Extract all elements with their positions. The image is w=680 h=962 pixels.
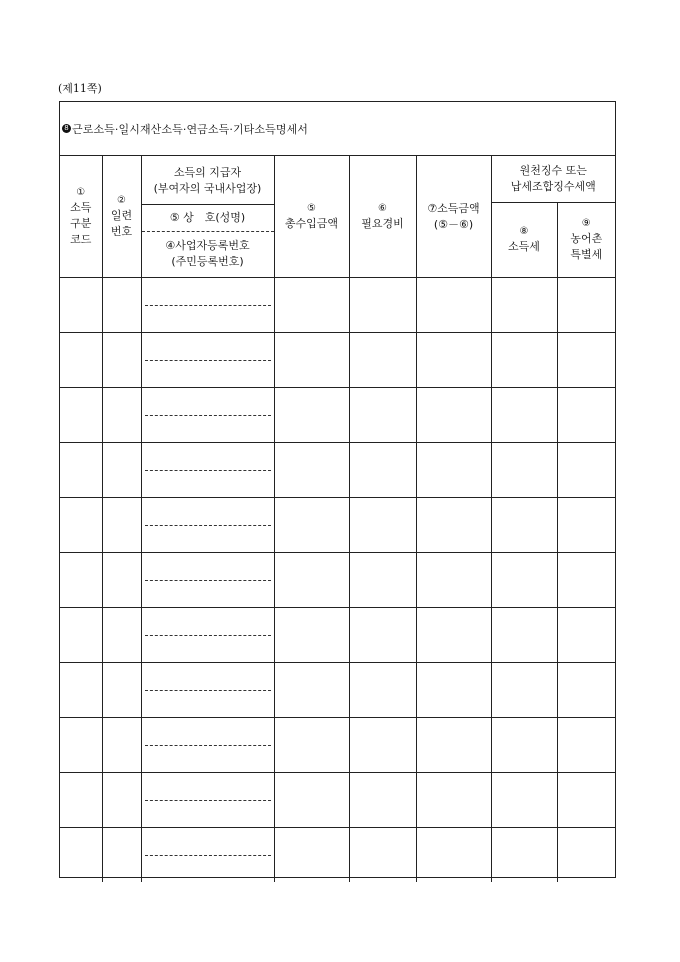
cell-payer-name[interactable] bbox=[145, 773, 271, 801]
cell-serial-no[interactable] bbox=[102, 498, 141, 553]
cell-expenses[interactable] bbox=[349, 608, 416, 663]
header-income-tax-label: 소득세 bbox=[508, 240, 540, 253]
cell-total-income[interactable] bbox=[274, 333, 349, 388]
header-payer-name: ⑤ 상 호(성명) bbox=[142, 205, 274, 232]
cell-payer-name[interactable] bbox=[145, 278, 271, 306]
cell-rural-tax[interactable] bbox=[557, 718, 615, 773]
cell-payer-name[interactable] bbox=[145, 828, 271, 856]
header-payer-group-line: (부여자의 국내사업장) bbox=[153, 181, 262, 195]
cell-expenses[interactable] bbox=[349, 828, 416, 883]
cell-expenses[interactable] bbox=[349, 773, 416, 828]
cell-income-code[interactable] bbox=[60, 773, 102, 828]
cell-payer-regno[interactable] bbox=[142, 306, 274, 332]
cell-payer[interactable] bbox=[141, 498, 274, 553]
cell-serial-no[interactable] bbox=[102, 828, 141, 883]
table-row bbox=[60, 333, 615, 388]
cell-income-tax[interactable] bbox=[491, 553, 557, 608]
cell-income-amount[interactable] bbox=[416, 608, 491, 663]
table-row bbox=[60, 553, 615, 608]
cell-income-amount[interactable] bbox=[416, 388, 491, 443]
cell-income-tax[interactable] bbox=[491, 278, 557, 333]
cell-payer-regno[interactable] bbox=[142, 856, 274, 882]
form-title-bar bbox=[60, 102, 615, 156]
cell-income-amount[interactable] bbox=[416, 553, 491, 608]
header-income-code-num: ① bbox=[76, 186, 86, 198]
header-income-code-line: 코드 bbox=[70, 232, 92, 246]
cell-total-income[interactable] bbox=[274, 718, 349, 773]
cell-payer-name[interactable] bbox=[145, 498, 271, 526]
cell-payer[interactable] bbox=[141, 333, 274, 388]
header-serial-no-line: 번호 bbox=[110, 224, 133, 238]
cell-serial-no[interactable] bbox=[102, 608, 141, 663]
cell-payer[interactable] bbox=[141, 278, 274, 333]
cell-total-income[interactable] bbox=[274, 498, 349, 553]
cell-rural-tax[interactable] bbox=[557, 663, 615, 718]
header-rural-tax-line: 농어촌 bbox=[570, 232, 603, 245]
cell-serial-no[interactable] bbox=[102, 663, 141, 718]
header-income-code bbox=[60, 156, 102, 278]
cell-payer-regno[interactable] bbox=[142, 801, 274, 827]
header-income-amount bbox=[416, 156, 491, 278]
header-payer-group-line: 소득의 지급자 bbox=[173, 165, 242, 179]
cell-total-income[interactable] bbox=[274, 663, 349, 718]
cell-serial-no[interactable] bbox=[102, 278, 141, 333]
cell-income-code[interactable] bbox=[60, 278, 102, 333]
cell-total-income[interactable] bbox=[274, 828, 349, 883]
cell-income-amount[interactable] bbox=[416, 773, 491, 828]
cell-expenses[interactable] bbox=[349, 333, 416, 388]
header-payer-regno-line: (주민등록번호) bbox=[171, 254, 244, 268]
cell-total-income[interactable] bbox=[274, 608, 349, 663]
cell-income-tax[interactable] bbox=[491, 663, 557, 718]
table-row bbox=[60, 278, 615, 333]
cell-income-tax[interactable] bbox=[491, 498, 557, 553]
cell-payer-regno[interactable] bbox=[142, 581, 274, 607]
table-row bbox=[60, 718, 615, 773]
header-expenses-label: 필요경비 bbox=[361, 216, 404, 230]
cell-income-code[interactable] bbox=[60, 443, 102, 498]
cell-payer-regno[interactable] bbox=[142, 746, 274, 772]
cell-payer-regno[interactable] bbox=[142, 361, 274, 387]
header-income-code-line: 구분 bbox=[70, 216, 92, 230]
cell-income-code[interactable] bbox=[60, 718, 102, 773]
cell-income-amount[interactable] bbox=[416, 718, 491, 773]
cell-payer-name[interactable] bbox=[145, 388, 271, 416]
cell-total-income[interactable] bbox=[274, 388, 349, 443]
cell-payer[interactable] bbox=[141, 773, 274, 828]
cell-total-income[interactable] bbox=[274, 443, 349, 498]
header-withholding-line: 납세조합징수세액 bbox=[510, 180, 596, 193]
cell-expenses[interactable] bbox=[349, 278, 416, 333]
cell-total-income[interactable] bbox=[274, 553, 349, 608]
cell-serial-no[interactable] bbox=[102, 773, 141, 828]
cell-payer-name[interactable] bbox=[145, 718, 271, 746]
table-row bbox=[60, 773, 615, 828]
header-payer-regno bbox=[142, 232, 274, 276]
cell-total-income[interactable] bbox=[274, 278, 349, 333]
header-income-tax-num: ⑧ bbox=[519, 226, 529, 237]
header-withholding-line: 원천징수 또는 bbox=[519, 164, 587, 177]
cell-payer[interactable] bbox=[141, 828, 274, 883]
header-row-top bbox=[60, 156, 615, 203]
cell-serial-no[interactable] bbox=[102, 388, 141, 443]
cell-income-tax[interactable] bbox=[491, 608, 557, 663]
cell-total-income[interactable] bbox=[274, 773, 349, 828]
header-payer bbox=[141, 156, 274, 278]
cell-income-tax[interactable] bbox=[491, 443, 557, 498]
cell-expenses[interactable] bbox=[349, 718, 416, 773]
cell-payer-name[interactable] bbox=[145, 608, 271, 636]
cell-serial-no[interactable] bbox=[102, 718, 141, 773]
header-expenses-num: ⑥ bbox=[378, 202, 387, 214]
form-title: 근로소득·일시재산소득·연금소득·기타소득명세서 bbox=[72, 122, 309, 136]
cell-income-code[interactable] bbox=[60, 663, 102, 718]
header-serial-no bbox=[102, 156, 141, 278]
header-rural-tax-num: ⑨ bbox=[581, 218, 591, 229]
cell-expenses[interactable] bbox=[349, 443, 416, 498]
cell-payer[interactable] bbox=[141, 718, 274, 773]
cell-income-tax[interactable] bbox=[491, 828, 557, 883]
table-row bbox=[60, 828, 615, 883]
income-statement-form bbox=[59, 101, 616, 878]
header-serial-no-line: 일련 bbox=[110, 208, 133, 222]
cell-payer[interactable] bbox=[141, 553, 274, 608]
cell-income-tax[interactable] bbox=[491, 773, 557, 828]
header-payer-group bbox=[142, 158, 274, 205]
cell-serial-no[interactable] bbox=[102, 553, 141, 608]
cell-rural-tax[interactable] bbox=[557, 498, 615, 553]
cell-income-tax[interactable] bbox=[491, 333, 557, 388]
cell-payer[interactable] bbox=[141, 608, 274, 663]
cell-payer[interactable] bbox=[141, 443, 274, 498]
cell-income-amount[interactable] bbox=[416, 828, 491, 883]
cell-income-code[interactable] bbox=[60, 388, 102, 443]
cell-income-amount[interactable] bbox=[416, 498, 491, 553]
cell-payer[interactable] bbox=[141, 388, 274, 443]
cell-income-code[interactable] bbox=[60, 498, 102, 553]
header-total-income-label: 총수입금액 bbox=[284, 216, 339, 230]
cell-expenses[interactable] bbox=[349, 498, 416, 553]
cell-rural-tax[interactable] bbox=[557, 773, 615, 828]
header-income-amount-formula: (⑤－⑥) bbox=[433, 217, 474, 231]
header-rural-tax-line: 특별세 bbox=[570, 248, 603, 261]
cell-payer-regno[interactable] bbox=[142, 416, 274, 442]
cell-income-amount[interactable] bbox=[416, 333, 491, 388]
header-total-income-num: ⑤ bbox=[307, 202, 316, 214]
cell-income-amount[interactable] bbox=[416, 663, 491, 718]
header-serial-no-num: ② bbox=[117, 194, 126, 206]
cell-expenses[interactable] bbox=[349, 553, 416, 608]
cell-expenses[interactable] bbox=[349, 388, 416, 443]
cell-income-amount[interactable] bbox=[416, 443, 491, 498]
header-withholding bbox=[491, 156, 615, 203]
cell-rural-tax[interactable] bbox=[557, 553, 615, 608]
header-total-income bbox=[274, 156, 349, 278]
table-row bbox=[60, 388, 615, 443]
cell-rural-tax[interactable] bbox=[557, 828, 615, 883]
header-income-tax bbox=[491, 203, 557, 278]
cell-payer[interactable] bbox=[141, 663, 274, 718]
cell-income-tax[interactable] bbox=[491, 388, 557, 443]
cell-serial-no[interactable] bbox=[102, 333, 141, 388]
table-row bbox=[60, 498, 615, 553]
cell-payer-name[interactable] bbox=[145, 443, 271, 471]
cell-expenses[interactable] bbox=[349, 663, 416, 718]
income-table bbox=[60, 156, 615, 882]
cell-income-code[interactable] bbox=[60, 333, 102, 388]
page-label: (제11쪽) bbox=[58, 82, 102, 95]
cell-rural-tax[interactable] bbox=[557, 443, 615, 498]
header-expenses bbox=[349, 156, 416, 278]
cell-payer-name[interactable] bbox=[145, 553, 271, 581]
cell-serial-no[interactable] bbox=[102, 443, 141, 498]
header-income-code-line: 소득 bbox=[70, 200, 92, 214]
cell-income-code[interactable] bbox=[60, 553, 102, 608]
cell-income-amount[interactable] bbox=[416, 278, 491, 333]
table-row bbox=[60, 443, 615, 498]
header-rural-tax bbox=[557, 203, 615, 278]
cell-payer-regno[interactable] bbox=[142, 526, 274, 552]
cell-rural-tax[interactable] bbox=[557, 608, 615, 663]
cell-rural-tax[interactable] bbox=[557, 388, 615, 443]
table-row bbox=[60, 663, 615, 718]
cell-payer-regno[interactable] bbox=[142, 471, 274, 497]
cell-payer-regno[interactable] bbox=[142, 691, 274, 717]
header-payer-regno-line: ④사업자등록번호 bbox=[165, 238, 250, 252]
header-income-amount-label: ⑦소득금액 bbox=[427, 201, 480, 215]
cell-payer-name[interactable] bbox=[145, 663, 271, 691]
cell-income-code[interactable] bbox=[60, 828, 102, 883]
cell-payer-regno[interactable] bbox=[142, 636, 274, 662]
cell-payer-name[interactable] bbox=[145, 333, 271, 361]
cell-income-code[interactable] bbox=[60, 608, 102, 663]
table-row bbox=[60, 608, 615, 663]
cell-rural-tax[interactable] bbox=[557, 333, 615, 388]
cell-income-tax[interactable] bbox=[491, 718, 557, 773]
title-marker-icon: 8 bbox=[62, 124, 71, 133]
cell-rural-tax[interactable] bbox=[557, 278, 615, 333]
